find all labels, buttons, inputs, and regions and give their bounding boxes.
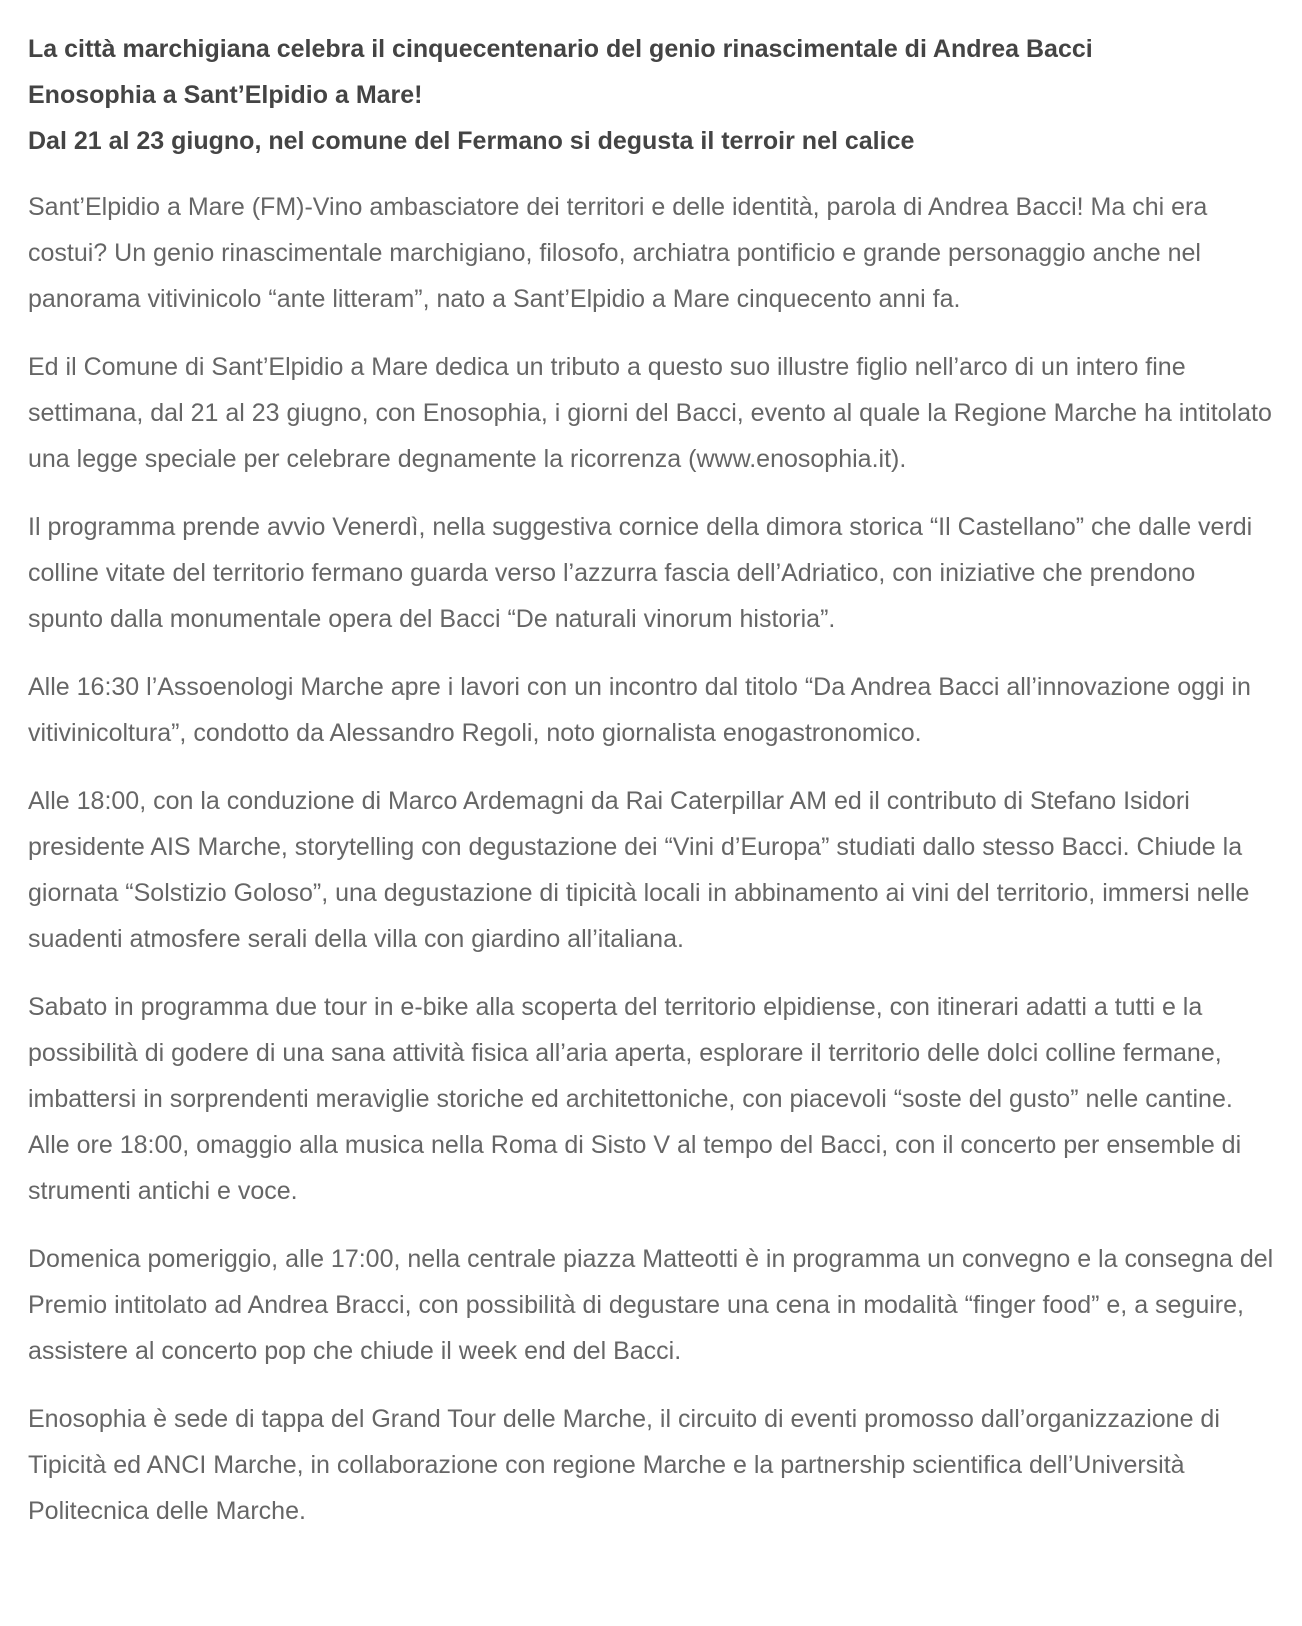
paragraph-sunday: Domenica pomeriggio, alle 17:00, nella centrale piazza Matteotti è in programma un convegno e la consegna del Premio intitolato ad Andrea Bracci, con possibilità di degustare una cena in modalità “finger food” e, a seguire, assistere al concerto pop che chiude il week end del Bacci.: [28, 1245, 1274, 1365]
paragraph-grand-tour: Enosophia è sede di tappa del Grand Tour delle Marche, il circuito di eventi promosso dall’organizzazione di Tipicità ed ANCI Marche, in collaborazione con regione Marche e la partnership scientifica dell’Università Politecnica delle Marche.: [28, 1405, 1220, 1525]
paragraph-friday-program: Il programma prende avvio Venerdì, nella suggestiva cornice della dimora storica “Il Castellano” che dalle verdi colline vitate del territorio fermano guarda verso l’azzurra fascia dell’Adriatico, con iniziative che prendono spunto dalla monumentale opera del Bacci “De naturali vinorum historia”.: [28, 513, 1253, 633]
article-body: [28, 26, 1276, 1556]
headline-line-1: La città marchigiana celebra il cinquecentenario del genio rinascimentale di Andrea Bacci: [28, 35, 1093, 63]
paragraph-tribute: Ed il Comune di Sant’Elpidio a Mare dedica un tributo a questo suo illustre figlio nell’arco di un intero fine settimana, dal 21 al 23 giugno, con Enosophia, i giorni del Bacci, evento al quale la Regione Marche ha intitolato una legge speciale per celebrare degnamente la ricorrenza (www.enosophia.it).: [28, 353, 1272, 473]
paragraph-assoenologi: Alle 16:30 l’Assoenologi Marche apre i lavori con un incontro dal titolo “Da Andrea Bacci all’innovazione oggi in vitivinicoltura”, condotto da Alessandro Regoli, noto giornalista enogastronomico.: [28, 673, 1251, 747]
headline-line-2: Enosophia a Sant’Elpidio a Mare!: [28, 81, 423, 109]
article-headline: [28, 26, 1276, 164]
paragraph-storytelling: Alle 18:00, con la conduzione di Marco Ardemagni da Rai Caterpillar AM ed il contributo di Stefano Isidori presidente AIS Marche, storytelling con degustazione dei “Vini d’Europa” studiati dallo stesso Bacci. Chiude la giornata “Solstizio Goloso”, una degustazione di tipicità locali in abbinamento ai vini del territorio, immersi nelle suadenti atmosfere serali della villa con giardino all’italiana.: [28, 787, 1250, 953]
paragraph-intro: Sant’Elpidio a Mare (FM)-Vino ambasciatore dei territori e delle identità, parola di Andrea Bacci! Ma chi era costui? Un genio rinascimentale marchigiano, filosofo, archiatra pontificio e grande personaggio anche nel panorama vitivinicolo “ante litteram”, nato a Sant’Elpidio a Mare cinquecento anni fa.: [28, 193, 1208, 313]
paragraph-saturday: Sabato in programma due tour in e-bike alla scoperta del territorio elpidiense, con itinerari adatti a tutti e la possibilità di godere di una sana attività fisica all’aria aperta, esplorare il territorio delle dolci colline fermane, imbattersi in sorprendenti meraviglie storiche ed architettoniche, con piacevoli “soste del gusto” nelle cantine. Alle ore 18:00, omaggio alla musica nella Roma di Sisto V al tempo del Bacci, con il concerto per ensemble di strumenti antichi e voce.: [28, 993, 1242, 1205]
headline-line-3: Dal 21 al 23 giugno, nel comune del Fermano si degusta il terroir nel calice: [28, 127, 915, 155]
